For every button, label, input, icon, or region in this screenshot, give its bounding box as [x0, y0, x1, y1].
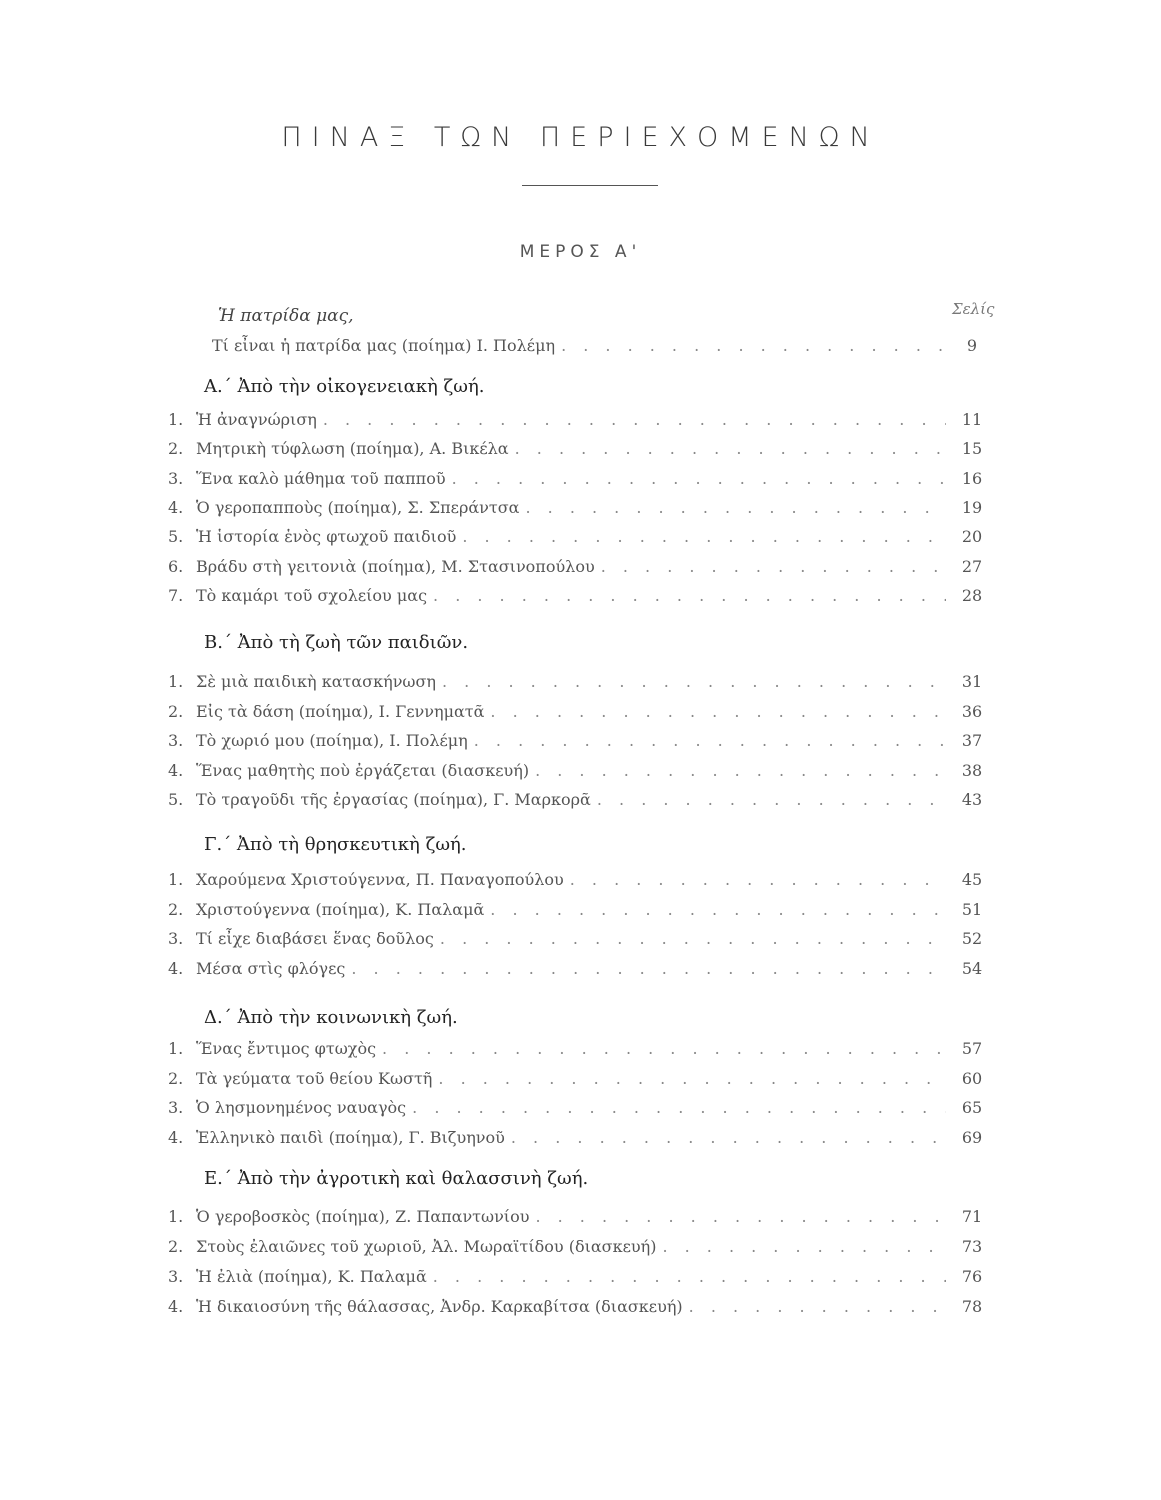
section-heading: Ε.΄ Ἀπὸ τὴν ἀγροτικὴ καὶ θαλασσινὴ ζωή. [204, 1168, 589, 1189]
toc-entry [168, 498, 992, 522]
entry-number: 1. [168, 1039, 184, 1058]
leader-dots [529, 1207, 946, 1226]
page-column-header: Σελίς [952, 300, 995, 318]
entry-number: 5. [168, 527, 184, 546]
entry-page: 20 [961, 527, 983, 546]
entry-page: 11 [961, 410, 983, 429]
entry-page: 60 [961, 1069, 983, 1088]
entry-number: 3. [168, 731, 184, 750]
entry-number: 1. [168, 1207, 184, 1226]
entry-text: Βράδυ στὴ γειτονιὰ (ποίημα), Μ. Στασινοπούλου [196, 557, 595, 576]
entry-number: 2. [168, 900, 184, 919]
page-title: ΠΙΝΑΞ ΤΩΝ ΠΕΡΙΕΧΟΜΕΝΩΝ [281, 122, 880, 153]
leader-dots [406, 1098, 946, 1117]
toc-entry [168, 672, 992, 696]
leader-dots [345, 959, 946, 978]
toc-entry [168, 469, 992, 493]
title-divider [522, 185, 658, 186]
entry-page: 16 [961, 469, 983, 488]
leader-dots [436, 672, 946, 691]
leader-dots [591, 790, 946, 809]
entry-number: 2. [168, 702, 184, 721]
entry-number: 4. [168, 1128, 184, 1147]
entry-text: Ἡ ἐλιὰ (ποίημα), Κ. Παλαμᾶ [196, 1267, 427, 1286]
entry-text: Ἡ δικαιοσύνη τῆς θάλασσας, Ἀνδρ. Καρκαβίτσα (διασκευή) [196, 1297, 683, 1316]
toc-entry [168, 959, 992, 983]
toc-entry [168, 870, 992, 894]
entry-number: 1. [168, 410, 184, 429]
section-heading: Δ.΄ Ἀπὸ τὴν κοινωνικὴ ζωή. [204, 1007, 458, 1028]
toc-entry [168, 439, 992, 463]
entry-page: 27 [961, 557, 983, 576]
entry-text: Ἡ ἀναγνώριση [196, 410, 317, 429]
entry-text: Ἕνας ἔντιμος φτωχὸς [196, 1039, 377, 1058]
entry-text: Ἕνα καλὸ μάθημα τοῦ παπποῦ [196, 469, 446, 488]
entry-text: Ὁ γεροπαπποὺς (ποίημα), Σ. Σπεράντσα [196, 498, 520, 517]
entry-number: 4. [168, 498, 184, 517]
leader-dots [509, 439, 946, 458]
entry-page: 31 [961, 672, 983, 691]
leader-dots [317, 410, 946, 429]
toc-entry [168, 731, 992, 755]
leader-dots [432, 1069, 946, 1088]
entry-text: Στοὺς ἐλαιῶνες τοῦ χωριοῦ, Ἀλ. Μωραϊτίδου (διασκευή) [196, 1237, 657, 1256]
entry-text: Τὸ τραγοῦδι τῆς ἐργασίας (ποίημα), Γ. Μαρκορᾶ [196, 790, 591, 809]
toc-entry [168, 557, 992, 581]
toc-entry [168, 929, 992, 953]
entry-number: 3. [168, 1267, 184, 1286]
entry-number: 5. [168, 790, 184, 809]
entry-text: Ὁ λησμονημένος ναυαγὸς [196, 1098, 407, 1117]
toc-entry [168, 1069, 992, 1093]
entry-page: 45 [961, 870, 983, 889]
toc-entry [168, 1267, 992, 1291]
entry-number: 3. [168, 469, 184, 488]
section-heading: Α.΄ Ἀπὸ τὴν οἰκογενειακὴ ζωή. [204, 376, 485, 397]
entry-number: 1. [168, 672, 184, 691]
entry-number: 3. [168, 1098, 184, 1117]
section-heading: Γ.΄ Ἀπὸ τὴ θρησκευτικὴ ζωή. [204, 834, 467, 855]
entry-text: Εἰς τὰ δάση (ποίημα), Ι. Γεννηματᾶ [196, 702, 485, 721]
entry-page: 51 [961, 900, 983, 919]
leader-dots [656, 1237, 946, 1256]
entry-text: Τὰ γεύματα τοῦ θείου Κωστῆ [196, 1069, 433, 1088]
toc-entry [168, 790, 992, 814]
entry-number: 2. [168, 1237, 184, 1256]
leader-dots [434, 929, 946, 948]
toc-entry [168, 761, 992, 785]
entry-page: 71 [961, 1207, 983, 1226]
entry-page: 9 [966, 336, 978, 355]
leader-dots [555, 336, 946, 355]
entry-page: 19 [961, 498, 983, 517]
leader-dots [484, 900, 946, 919]
toc-entry [168, 900, 992, 924]
entry-text: Μέσα στὶς φλόγες [196, 959, 346, 978]
leader-dots [564, 870, 946, 889]
leader-dots [427, 1267, 946, 1286]
toc-entry [168, 1297, 992, 1321]
entry-text: Τὸ καμάρι τοῦ σχολείου μας [196, 586, 428, 605]
entry-page: 69 [961, 1128, 983, 1147]
toc-entry [168, 1237, 992, 1261]
entry-number: 3. [168, 929, 184, 948]
entry-number: 2. [168, 439, 184, 458]
entry-text: Ἕνας μαθητὴς ποὺ ἐργάζεται (διασκευή) [196, 761, 530, 780]
toc-entry [168, 1039, 992, 1063]
entry-number: 4. [168, 761, 184, 780]
entry-page: 65 [961, 1098, 983, 1117]
entry-page: 15 [961, 439, 983, 458]
entry-page: 76 [961, 1267, 983, 1286]
toc-entry [168, 702, 992, 726]
toc-entry [168, 586, 992, 610]
entry-number: 4. [168, 959, 184, 978]
entry-text: Τὸ χωριό μου (ποίημα), Ι. Πολέμη [196, 731, 468, 750]
entry-number: 6. [168, 557, 184, 576]
leader-dots [505, 1128, 946, 1147]
toc-entry [168, 1128, 992, 1152]
toc-entry [212, 336, 992, 360]
leader-dots [446, 469, 946, 488]
entry-text: Χριστούγεννα (ποίημα), Κ. Παλαμᾶ [196, 900, 485, 919]
entry-page: 73 [961, 1237, 983, 1256]
entry-page: 28 [961, 586, 983, 605]
entry-number: 2. [168, 1069, 184, 1088]
leader-dots [595, 557, 946, 576]
entry-text: Σὲ μιὰ παιδικὴ κατασκήνωση [196, 672, 436, 691]
intro-heading: Ἡ πατρίδα μας, [218, 306, 354, 326]
entry-text: Χαρούμενα Χριστούγεννα, Π. Παναγοπούλου [196, 870, 564, 889]
entry-number: 1. [168, 870, 184, 889]
toc-entry [168, 1207, 992, 1231]
entry-page: 36 [961, 702, 983, 721]
entry-page: 38 [961, 761, 983, 780]
leader-dots [519, 498, 946, 517]
section-heading: Β.΄ Ἀπὸ τὴ ζωὴ τῶν παιδιῶν. [204, 632, 469, 653]
entry-page: 54 [961, 959, 983, 978]
leader-dots [484, 702, 946, 721]
leader-dots [468, 731, 946, 750]
toc-entry [168, 410, 992, 434]
entry-page: 37 [961, 731, 983, 750]
entry-page: 78 [961, 1297, 983, 1316]
entry-text: Ἡ ἱστορία ἑνὸς φτωχοῦ παιδιοῦ [196, 527, 457, 546]
entry-text: Μητρικὴ τύφλωση (ποίημα), Α. Βικέλα [196, 439, 509, 458]
leader-dots [427, 586, 946, 605]
toc-entry [168, 527, 992, 551]
entry-text: Τί εἶναι ἡ πατρίδα μας (ποίημα) Ι. Πολέμη [212, 336, 556, 355]
leader-dots [683, 1297, 946, 1316]
entry-page: 52 [961, 929, 983, 948]
entry-number: 4. [168, 1297, 184, 1316]
entry-text: Τί εἶχε διαβάσει ἕνας δοῦλος [196, 929, 434, 948]
toc-entry [168, 1098, 992, 1122]
leader-dots [376, 1039, 946, 1058]
entry-text: Ὁ γεροβοσκὸς (ποίημα), Ζ. Παπαντωνίου [196, 1207, 530, 1226]
entry-page: 57 [961, 1039, 983, 1058]
entry-page: 43 [961, 790, 983, 809]
leader-dots [456, 527, 946, 546]
entry-number: 7. [168, 586, 184, 605]
entry-text: Ἑλληνικὸ παιδὶ (ποίημα), Γ. Βιζυηνοῦ [196, 1128, 505, 1147]
part-heading: ΜΕΡΟΣ Α' [519, 242, 642, 262]
leader-dots [529, 761, 946, 780]
